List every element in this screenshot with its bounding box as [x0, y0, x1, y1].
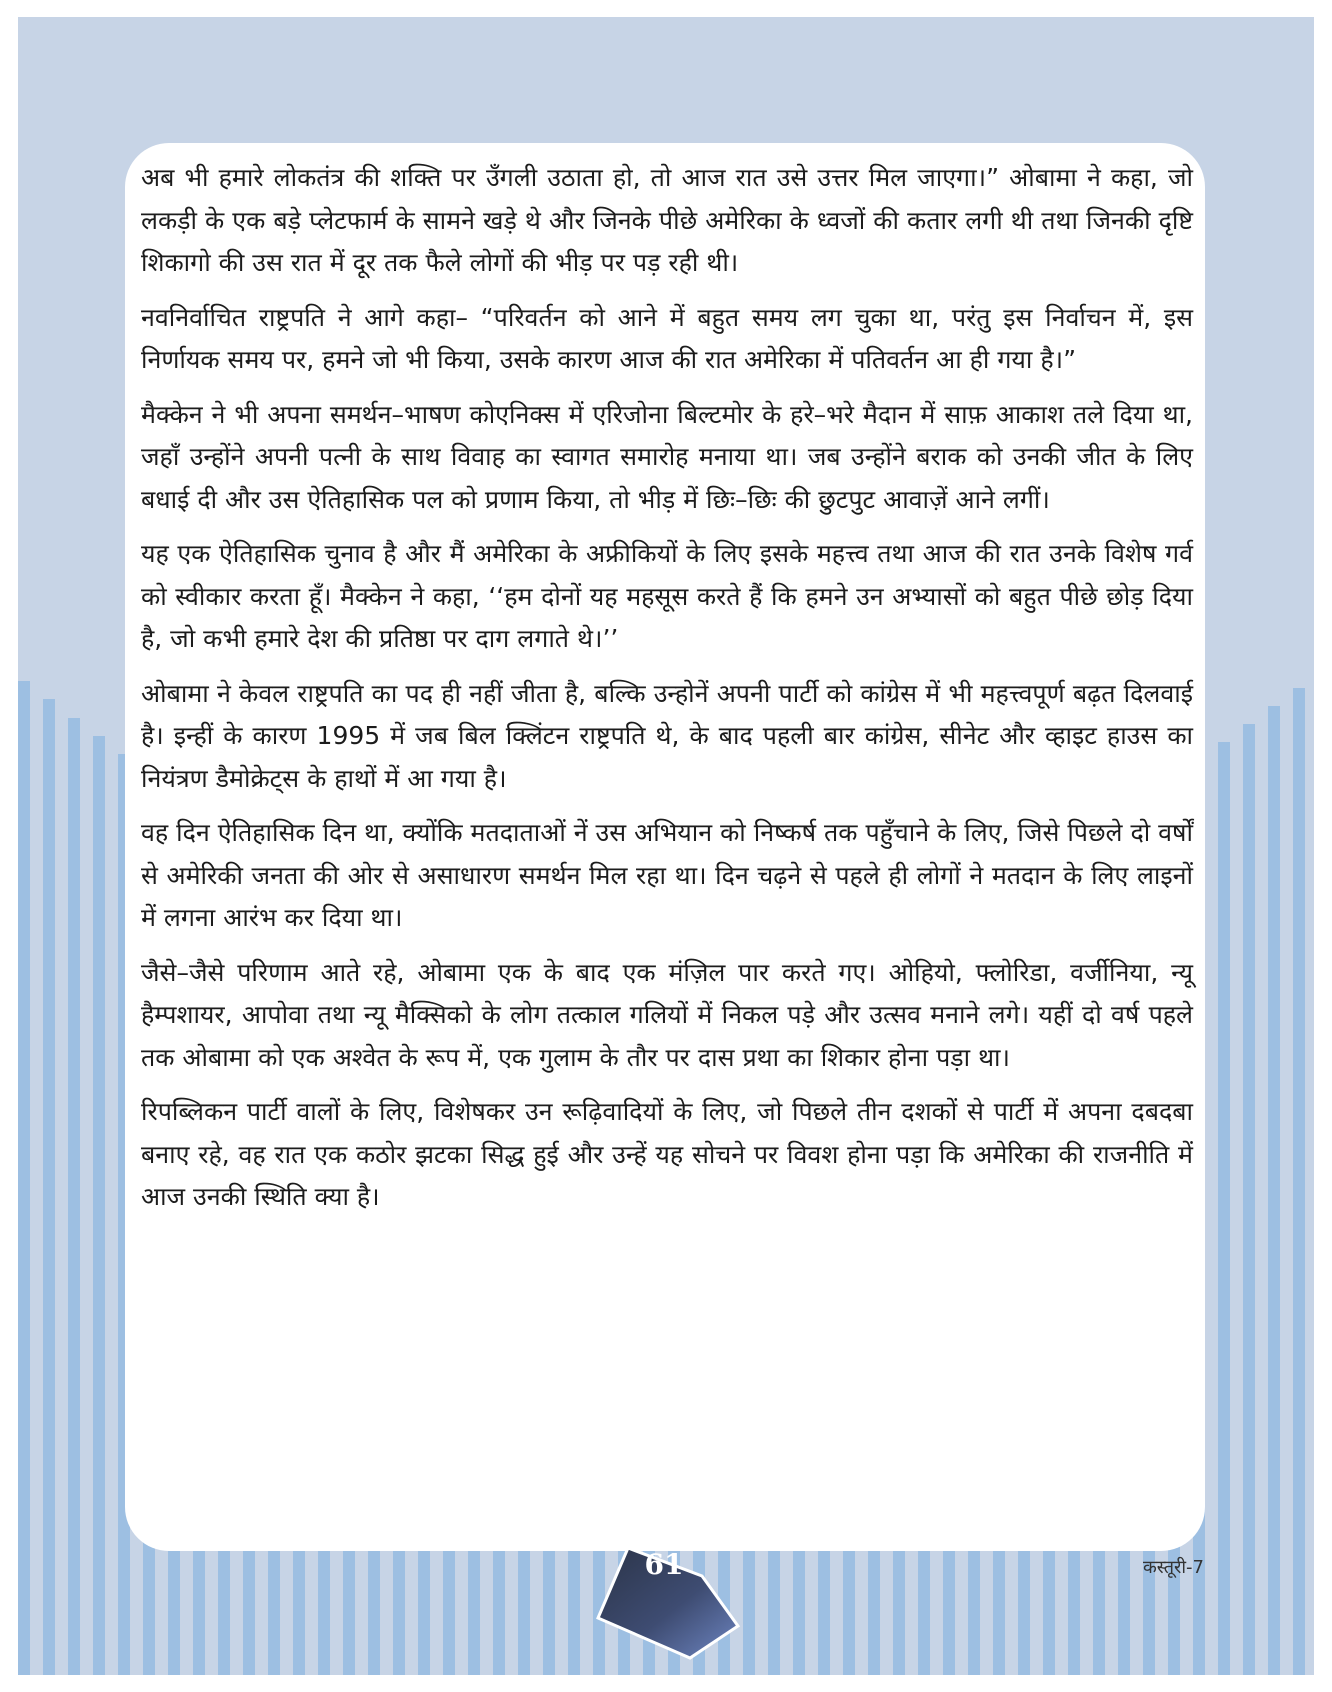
paragraph-6: वह दिन ऐतिहासिक दिन था, क्योंकि मतदाताओं नें उस अभियान को निष्कर्ष तक पहुँचाने के लिए, जिसे पिछले दो वर्षों से अमेरिकी जनता की ओर से असाधारण समर्थन मिल रहा था। दिन चढ़ने से पहले ही लोगों ने मतदान के लिए लाइनों में लगना आरंभ कर दिया था।: [141, 818, 1193, 932]
paragraph-4: यह एक ऐतिहासिक चुनाव है और मैं अमेरिका के अफ्रीकियों के लिए इसके महत्त्व तथा आज की रात उनके विशेष गर्व को स्वीकार करता हूँ। मैक्केन ने कहा, ‘‘हम दोनों यह महसूस करते हैं कि हमने उन अभ्यासों को बहुत पीछे छोड़ दिया है, जो कभी हमारे देश की प्रतिष्ठा पर दाग लगाते थे।’’: [141, 539, 1193, 653]
background-stripe: [1293, 688, 1305, 1675]
page-number: 61: [644, 1548, 684, 1581]
background-stripe: [1218, 742, 1230, 1675]
background-stripe: [1268, 706, 1280, 1675]
background-stripe: [1243, 724, 1255, 1675]
background-stripe: [43, 699, 55, 1675]
paragraph-3: मैक्केन ने भी अपना समर्थन–भाषण कोएनिक्स में एरिजोना बिल्टमोर के हरे–भरे मैदान में साफ़ आकाश तले दिया था, जहाँ उन्होंने अपनी पत्नी के साथ विवाह का स्वागत समारोह मनाया था। जब उन्होंने बराक को उनकी जीत के लिए बधाई दी और उस ऐतिहासिक पल को प्रणाम किया, तो भीड़ में छिः–छिः की छुटपुट आवाज़ें आने लगीं।: [141, 399, 1193, 514]
background-stripe: [68, 718, 80, 1675]
paragraph-7: जैसे–जैसे परिणाम आते रहे, ओबामा एक के बाद एक मंज़िल पार करते गए। ओहियो, फ्लोरिडा, वर्जीनिया, न्यू हैम्पशायर, आपोवा तथा न्यू मैक्सिको के लोग तत्काल गलियों में निकल पड़े और उत्सव मनाने लगे। यहीं दो वर्ष पहले तक ओबामा को एक अश्वेत के रूप में, एक गुलाम के तौर पर दास प्रथा का शिकार होना पड़ा था।: [141, 957, 1193, 1072]
paragraph-1: अब भी हमारे लोकतंत्र की शक्ति पर उँगली उठाता हो, तो आज रात उसे उत्तर मिल जाएगा।” ओबामा ने कहा, जो लकड़ी के एक बड़े प्लेटफार्म के सामने खड़े थे और जिनके पीछे अमेरिका के ध्वजों की कतार लगी थी तथा जिनकी दृष्टि शिकागो की उस रात में दूर तक फैले लोगों की भीड़ पर पड़ रही थी।: [141, 163, 1193, 277]
background-stripe: [93, 736, 105, 1675]
paragraph-8: रिपब्लिकन पार्टी वालों के लिए, विशेषकर उन रूढ़िवादियों के लिए, जो पिछले तीन दशकों से पार्टी में अपना दबदबा बनाए रहे, वह रात एक कठोर झटका सिद्ध हुई और उन्हें यह सोचने पर विवश होना पड़ा कि अमेरिका की राजनीति में आज उनकी स्थिति क्या है।: [141, 1097, 1193, 1211]
paragraph-5: ओबामा ने केवल राष्ट्रपति का पद ही नहीं जीता है, बल्कि उन्होनें अपनी पार्टी को कांग्रेस में भी महत्त्वपूर्ण बढ़त दिलवाई है। इन्हीं के कारण 1995 में जब बिल क्लिंटन राष्ट्रपति थे, के बाद पहली बार कांग्रेस, सीनेट और व्हाइट हाउस का नियंत्रण डैमोक्रेट्स के हाथों में आ गया है।: [141, 678, 1193, 793]
paragraph-2: नवनिर्वाचित राष्ट्रपति ने आगे कहा– “परिवर्तन को आने में बहुत समय लग चुका था, परंतु इस निर्वाचन में, इस निर्णायक समय पर, हमने जो भी किया, उसके कारण आज की रात अमेरिका में पतिवर्तन आ ही गया है।”: [141, 302, 1193, 374]
content-card: [125, 143, 1205, 1551]
book-title-footer: कस्तूरी-7: [1142, 1557, 1204, 1578]
background-stripe: [18, 681, 30, 1675]
